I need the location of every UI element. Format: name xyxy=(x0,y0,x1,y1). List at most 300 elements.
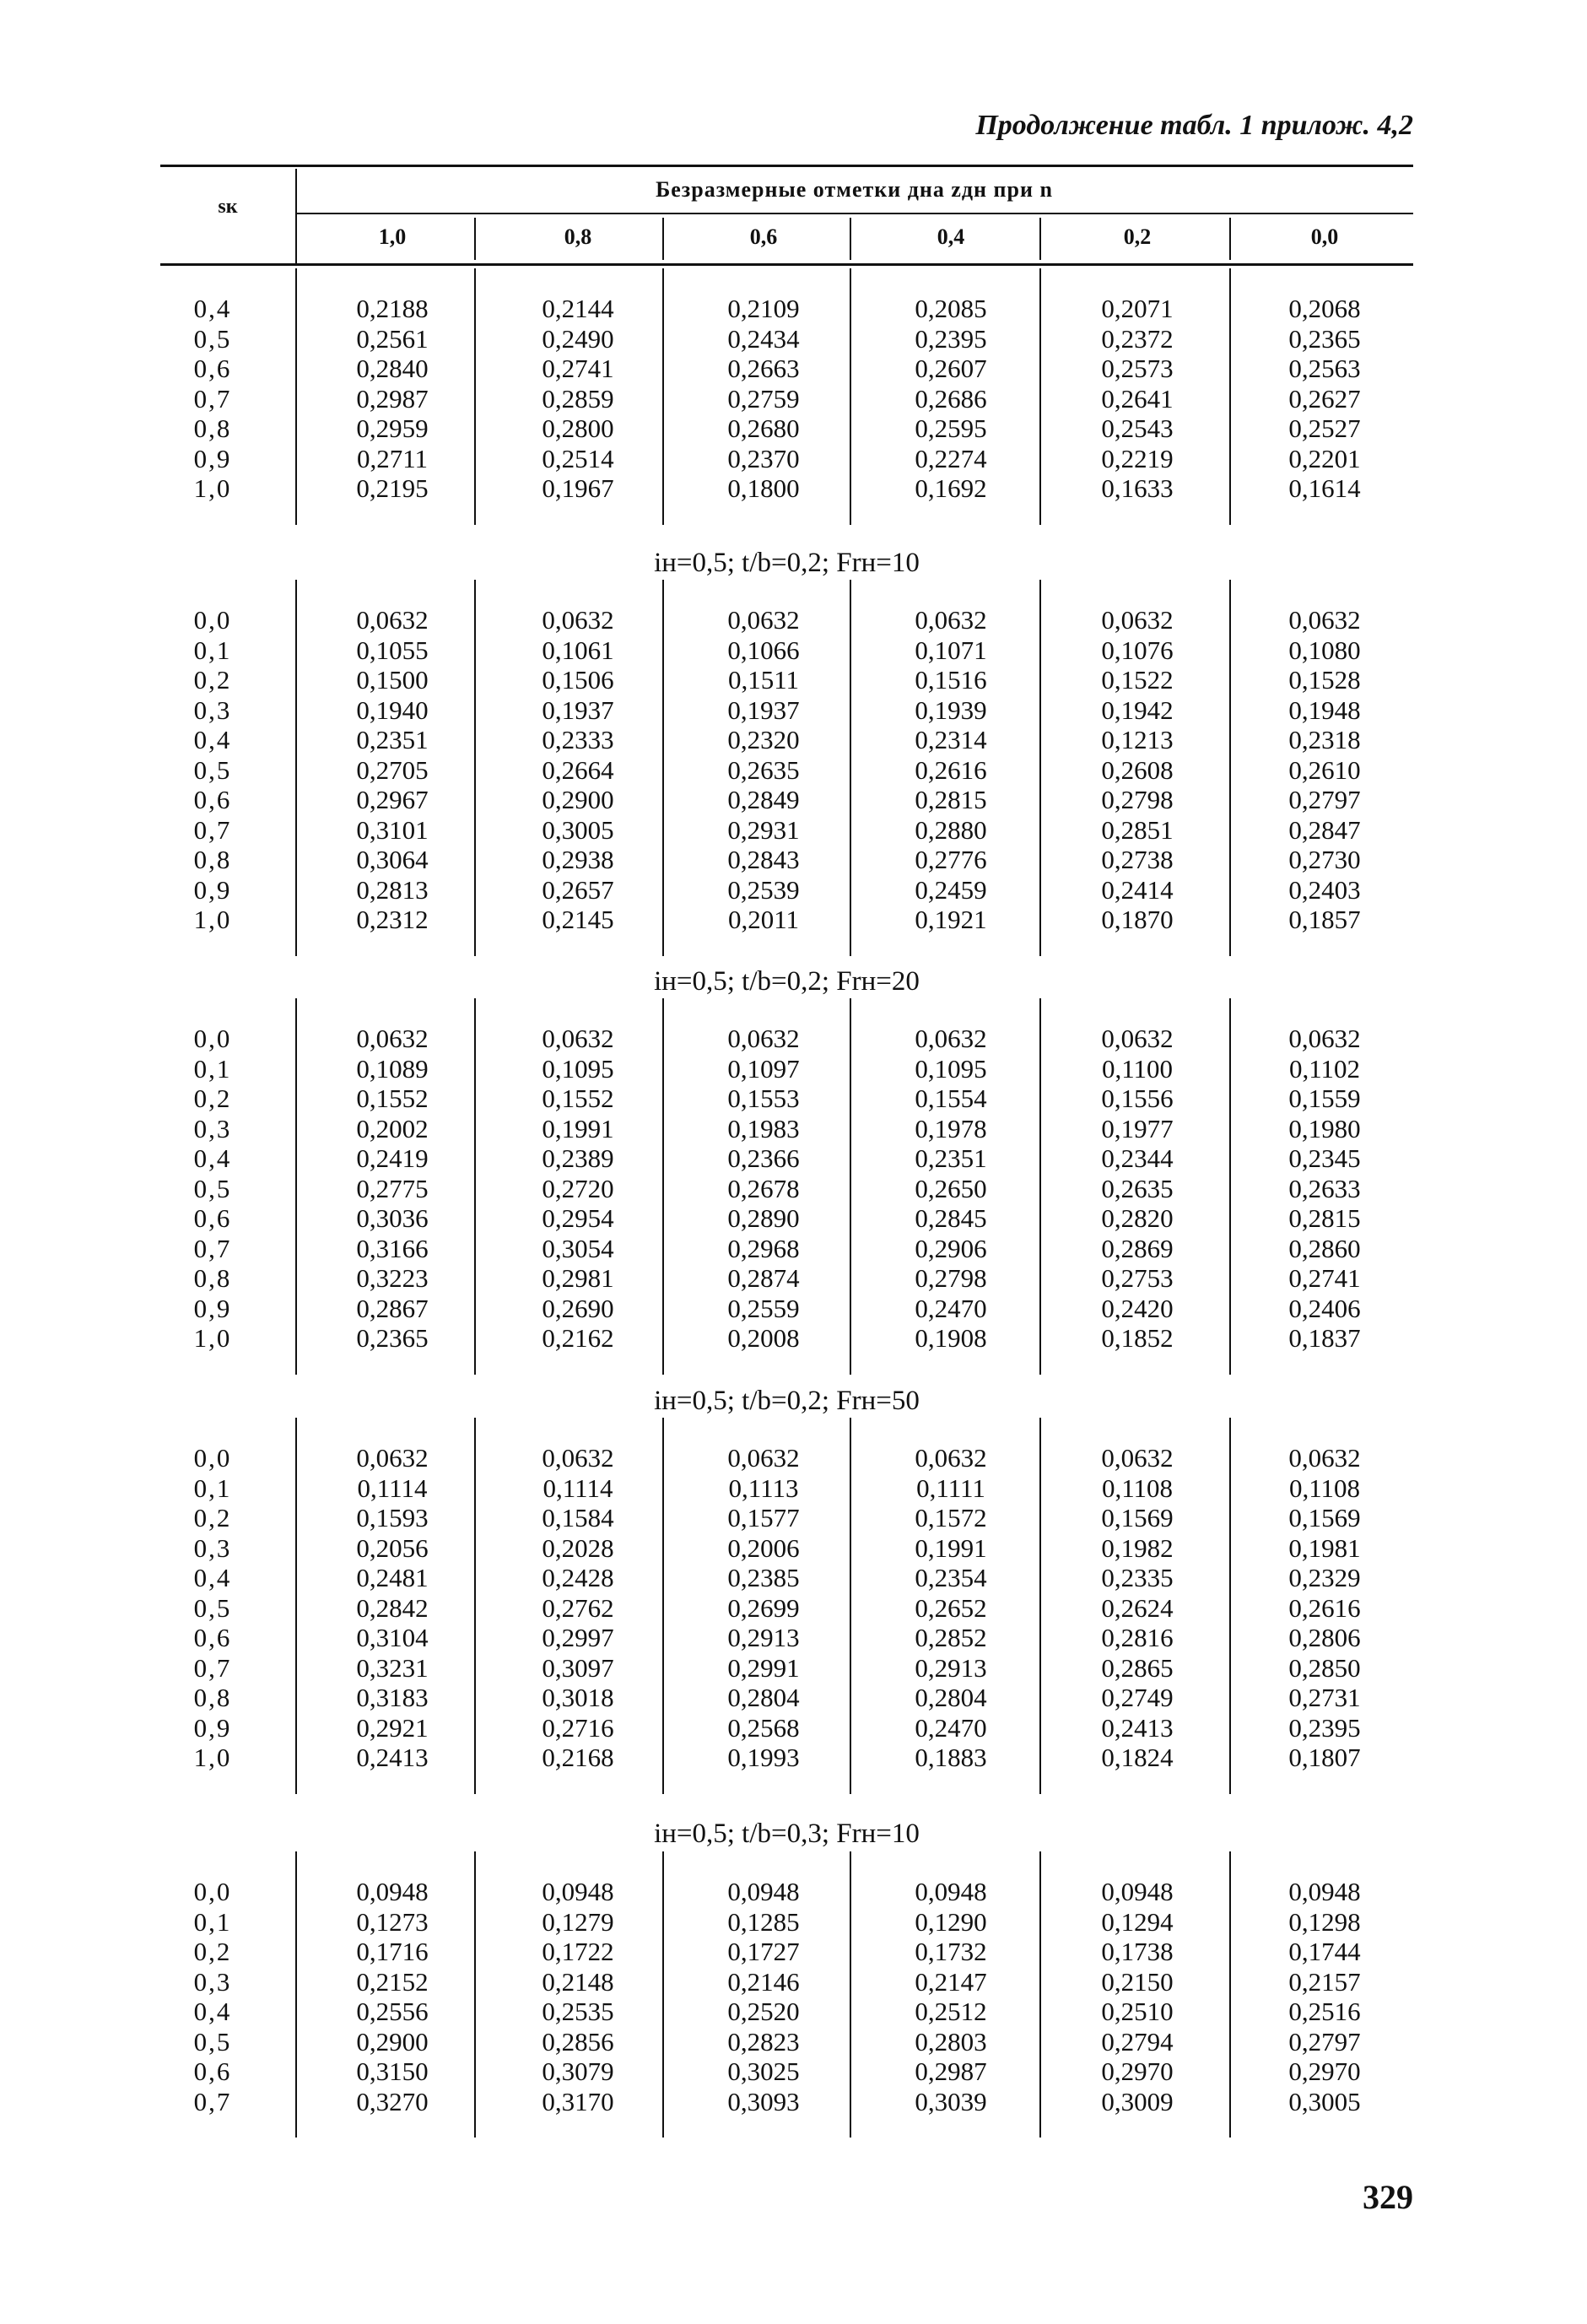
value-cell: 0,2008 xyxy=(727,1323,800,1353)
value-cell: 0,2816 xyxy=(1101,1623,1174,1652)
value-cell: 0,1500 xyxy=(356,665,429,694)
value-cell: 0,1213 xyxy=(1101,725,1174,754)
sk-cell: 0,5 xyxy=(193,754,232,785)
value-cell: 0,2968 xyxy=(727,1233,800,1263)
value-cell: 0,2813 xyxy=(356,874,429,905)
value-cell: 0,1937 xyxy=(542,694,614,725)
value-cell: 0,2938 xyxy=(542,845,614,874)
header-top-rule xyxy=(160,165,1413,167)
value-cell: 0,2663 xyxy=(727,354,800,383)
sk-cell: 0,0 xyxy=(193,605,232,635)
header-n-divider xyxy=(1039,218,1041,260)
value-cell: 0,2188 xyxy=(356,294,429,323)
value-cell: 0,1569 xyxy=(1288,1503,1361,1532)
value-column xyxy=(308,294,477,504)
value-cell: 0,2354 xyxy=(915,1563,987,1592)
table-block xyxy=(160,1443,1413,1773)
block-parameter-label: iн=0,5; t/b=0,2; Frн=20 xyxy=(654,966,920,997)
value-cell: 0,2959 xyxy=(356,413,429,443)
value-cell: 0,3183 xyxy=(356,1683,429,1712)
value-cell: 0,3005 xyxy=(1288,2086,1361,2116)
value-cell: 0,2664 xyxy=(542,754,614,785)
value-cell: 0,1983 xyxy=(727,1113,800,1143)
sk-cell: 0,5 xyxy=(193,1592,232,1623)
value-cell: 0,2849 xyxy=(727,785,800,814)
value-cell: 0,2535 xyxy=(542,1997,614,2026)
column-divider xyxy=(1229,1418,1231,1794)
sk-cell: 0,4 xyxy=(193,1143,232,1173)
value-cell: 0,3150 xyxy=(356,2056,429,2086)
value-cell: 0,0632 xyxy=(542,1443,614,1473)
value-cell: 0,3039 xyxy=(915,2086,987,2116)
value-cell: 0,2797 xyxy=(1288,785,1361,814)
value-cell: 0,2913 xyxy=(915,1652,987,1683)
value-cell: 0,2419 xyxy=(356,1143,429,1173)
value-cell: 0,2635 xyxy=(727,754,800,785)
value-cell: 0,2804 xyxy=(915,1683,987,1712)
value-cell: 0,1572 xyxy=(915,1503,987,1532)
value-cell: 0,2847 xyxy=(1288,814,1361,845)
value-cell: 0,2372 xyxy=(1101,323,1174,354)
sk-cell: 0,0 xyxy=(193,1877,232,1906)
value-cell: 0,2414 xyxy=(1101,874,1174,905)
value-cell: 0,1089 xyxy=(356,1053,429,1084)
value-cell: 0,2573 xyxy=(1101,354,1174,383)
value-cell: 0,0632 xyxy=(1288,1024,1361,1053)
column-divider xyxy=(662,1851,664,2138)
value-column xyxy=(866,605,1035,935)
value-cell: 0,2527 xyxy=(1288,413,1361,443)
value-column xyxy=(1240,294,1409,504)
value-cell: 0,2006 xyxy=(727,1532,800,1563)
value-cell: 0,2738 xyxy=(1101,845,1174,874)
value-cell: 0,1744 xyxy=(1288,1937,1361,1966)
value-cell: 0,2365 xyxy=(1288,323,1361,354)
value-cell: 0,2329 xyxy=(1288,1563,1361,1592)
value-cell: 0,2804 xyxy=(727,1683,800,1712)
header-mid-rule xyxy=(295,213,1413,214)
value-cell: 0,0632 xyxy=(915,1024,987,1053)
value-cell: 0,3231 xyxy=(356,1652,429,1683)
column-divider xyxy=(474,268,476,525)
header-n-divider xyxy=(662,218,664,260)
value-cell: 0,2543 xyxy=(1101,413,1174,443)
value-cell: 0,2820 xyxy=(1101,1203,1174,1233)
column-divider xyxy=(850,1851,851,2138)
column-divider xyxy=(474,1851,476,2138)
value-cell: 0,2470 xyxy=(915,1712,987,1743)
value-cell: 0,2148 xyxy=(542,1966,614,1997)
value-cell: 0,2510 xyxy=(1101,1997,1174,2026)
sk-cell: 0,2 xyxy=(193,1937,232,1966)
value-cell: 0,2145 xyxy=(542,905,614,934)
value-cell: 0,2157 xyxy=(1288,1966,1361,1997)
value-column xyxy=(494,1024,662,1354)
value-cell: 0,2869 xyxy=(1101,1233,1174,1263)
page-number: 329 xyxy=(1363,2178,1413,2216)
column-divider xyxy=(850,998,851,1375)
sk-column xyxy=(179,1024,246,1354)
value-cell: 0,1095 xyxy=(915,1053,987,1084)
value-column xyxy=(494,294,662,504)
column-divider xyxy=(662,268,664,525)
value-column xyxy=(866,294,1035,504)
sk-column xyxy=(179,1877,246,2116)
value-cell: 0,0948 xyxy=(915,1877,987,1906)
sk-cell: 0,4 xyxy=(193,294,232,323)
value-column xyxy=(679,605,848,935)
sk-cell: 0,6 xyxy=(193,785,232,814)
value-cell: 0,2520 xyxy=(727,1997,800,2026)
value-cell: 0,2459 xyxy=(915,874,987,905)
value-cell: 0,0632 xyxy=(542,605,614,635)
sk-cell: 0,0 xyxy=(193,1024,232,1053)
sk-cell: 1,0 xyxy=(193,905,232,934)
sk-cell: 0,6 xyxy=(193,1623,232,1652)
value-cell: 0,2851 xyxy=(1101,814,1174,845)
value-cell: 0,2056 xyxy=(356,1532,429,1563)
sk-cell: 0,6 xyxy=(193,1203,232,1233)
value-cell: 0,1279 xyxy=(542,1906,614,1937)
sk-cell: 0,9 xyxy=(193,1293,232,1323)
value-cell: 0,2616 xyxy=(915,754,987,785)
value-cell: 0,3005 xyxy=(542,814,614,845)
sk-cell: 0,2 xyxy=(193,1084,232,1113)
header-n-4: 0,2 xyxy=(1123,224,1152,249)
sk-cell: 0,9 xyxy=(193,874,232,905)
sk-cell: 0,9 xyxy=(193,1712,232,1743)
value-column xyxy=(1240,1443,1409,1773)
sk-cell: 0,8 xyxy=(193,845,232,874)
value-cell: 0,2333 xyxy=(542,725,614,754)
value-cell: 0,3101 xyxy=(356,814,429,845)
value-cell: 0,2556 xyxy=(356,1997,429,2026)
value-cell: 0,1991 xyxy=(542,1113,614,1143)
value-cell: 0,2512 xyxy=(915,1997,987,2026)
value-cell: 0,0632 xyxy=(727,605,800,635)
column-divider xyxy=(295,268,297,525)
value-cell: 0,2563 xyxy=(1288,354,1361,383)
value-cell: 0,2366 xyxy=(727,1143,800,1173)
value-cell: 0,1080 xyxy=(1288,635,1361,665)
value-cell: 0,1516 xyxy=(915,665,987,694)
header-main-label: Безразмерные отметки дна zдн при n xyxy=(656,177,1053,202)
value-cell: 0,2195 xyxy=(356,473,429,503)
value-cell: 0,1100 xyxy=(1101,1053,1174,1084)
value-cell: 0,2146 xyxy=(727,1966,800,1997)
column-divider xyxy=(295,580,297,956)
value-cell: 0,0632 xyxy=(542,1024,614,1053)
value-cell: 0,2470 xyxy=(915,1293,987,1323)
value-cell: 0,3223 xyxy=(356,1263,429,1293)
sk-cell: 0,1 xyxy=(193,635,232,665)
block-parameter-label: iн=0,5; t/b=0,3; Frн=10 xyxy=(654,1819,920,1849)
value-cell: 0,1692 xyxy=(915,473,987,503)
value-cell: 0,2561 xyxy=(356,323,429,354)
value-cell: 0,1852 xyxy=(1101,1323,1174,1353)
sk-cell: 0,1 xyxy=(193,1473,232,1503)
sk-cell: 0,7 xyxy=(193,1652,232,1683)
value-cell: 0,1273 xyxy=(356,1906,429,1937)
sk-column xyxy=(179,1443,246,1773)
value-cell: 0,1883 xyxy=(915,1743,987,1772)
value-cell: 0,1937 xyxy=(727,694,800,725)
block-parameter-label: iн=0,5; t/b=0,2; Frн=10 xyxy=(654,548,920,578)
table-block xyxy=(160,1877,1413,2116)
value-cell: 0,2794 xyxy=(1101,2026,1174,2056)
value-cell: 0,2967 xyxy=(356,785,429,814)
value-cell: 0,2652 xyxy=(915,1592,987,1623)
value-cell: 0,2635 xyxy=(1101,1173,1174,1203)
sk-cell: 0,7 xyxy=(193,383,232,413)
value-cell: 0,1113 xyxy=(728,1473,799,1503)
sk-cell: 0,7 xyxy=(193,1233,232,1263)
value-cell: 0,0948 xyxy=(727,1877,800,1906)
value-cell: 0,2624 xyxy=(1101,1592,1174,1623)
value-cell: 0,2815 xyxy=(915,785,987,814)
value-cell: 0,1870 xyxy=(1101,905,1174,934)
value-cell: 0,0948 xyxy=(1288,1877,1361,1906)
value-cell: 0,1981 xyxy=(1288,1532,1361,1563)
value-cell: 0,0632 xyxy=(356,605,429,635)
value-cell: 0,1559 xyxy=(1288,1084,1361,1113)
value-cell: 0,0632 xyxy=(1101,605,1174,635)
value-cell: 0,2970 xyxy=(1288,2056,1361,2086)
value-cell: 0,2490 xyxy=(542,323,614,354)
value-cell: 0,2616 xyxy=(1288,1592,1361,1623)
sk-cell: 0,5 xyxy=(193,2026,232,2056)
value-cell: 0,1553 xyxy=(727,1084,800,1113)
column-divider xyxy=(850,268,851,525)
value-cell: 0,2335 xyxy=(1101,1563,1174,1592)
sk-cell: 1,0 xyxy=(193,473,232,503)
value-cell: 0,1066 xyxy=(727,635,800,665)
value-cell: 0,3270 xyxy=(356,2086,429,2116)
value-cell: 0,2699 xyxy=(727,1592,800,1623)
value-cell: 0,1977 xyxy=(1101,1113,1174,1143)
value-column xyxy=(1053,1024,1222,1354)
value-cell: 0,0948 xyxy=(542,1877,614,1906)
value-cell: 0,1967 xyxy=(542,473,614,503)
value-cell: 0,2823 xyxy=(727,2026,800,2056)
value-cell: 0,2539 xyxy=(727,874,800,905)
value-column xyxy=(866,1024,1035,1354)
value-cell: 0,2806 xyxy=(1288,1623,1361,1652)
value-cell: 0,0632 xyxy=(1101,1024,1174,1053)
value-cell: 0,1528 xyxy=(1288,665,1361,694)
value-column xyxy=(1053,1877,1222,2116)
column-divider xyxy=(295,1418,297,1794)
value-cell: 0,2650 xyxy=(915,1173,987,1203)
value-cell: 0,3170 xyxy=(542,2086,614,2116)
value-cell: 0,2144 xyxy=(542,294,614,323)
value-column xyxy=(494,1877,662,2116)
value-cell: 0,2413 xyxy=(1101,1712,1174,1743)
value-cell: 0,1908 xyxy=(915,1323,987,1353)
sk-cell: 0,6 xyxy=(193,354,232,383)
value-cell: 0,2880 xyxy=(915,814,987,845)
value-cell: 0,2860 xyxy=(1288,1233,1361,1263)
value-cell: 0,1807 xyxy=(1288,1743,1361,1772)
value-cell: 0,2720 xyxy=(542,1173,614,1203)
value-cell: 0,2690 xyxy=(542,1293,614,1323)
column-divider xyxy=(1039,580,1041,956)
value-cell: 0,2406 xyxy=(1288,1293,1361,1323)
sk-cell: 0,8 xyxy=(193,1683,232,1712)
value-column xyxy=(494,1443,662,1773)
value-cell: 0,2686 xyxy=(915,383,987,413)
value-cell: 0,1114 xyxy=(542,1473,613,1503)
value-cell: 0,1061 xyxy=(542,635,614,665)
value-cell: 0,2705 xyxy=(356,754,429,785)
block-parameter-label: iн=0,5; t/b=0,2; Frн=50 xyxy=(654,1386,920,1416)
column-divider xyxy=(1039,1851,1041,2138)
value-cell: 0,3097 xyxy=(542,1652,614,1683)
value-cell: 0,1942 xyxy=(1101,694,1174,725)
value-cell: 0,2798 xyxy=(915,1263,987,1293)
value-cell: 0,2641 xyxy=(1101,383,1174,413)
value-cell: 0,2320 xyxy=(727,725,800,754)
value-cell: 0,2843 xyxy=(727,845,800,874)
value-cell: 0,2913 xyxy=(727,1623,800,1652)
value-cell: 0,2874 xyxy=(727,1263,800,1293)
value-cell: 0,1285 xyxy=(727,1906,800,1937)
table-block xyxy=(160,1024,1413,1354)
sk-cell: 0,3 xyxy=(193,1113,232,1143)
value-column xyxy=(308,1443,477,1773)
value-cell: 0,2981 xyxy=(542,1263,614,1293)
value-cell: 0,2389 xyxy=(542,1143,614,1173)
sk-cell: 0,7 xyxy=(193,2086,232,2116)
value-cell: 0,1633 xyxy=(1101,473,1174,503)
value-cell: 0,3079 xyxy=(542,2056,614,2086)
value-column xyxy=(308,605,477,935)
column-divider xyxy=(1229,998,1231,1375)
value-cell: 0,0948 xyxy=(1101,1877,1174,1906)
column-divider xyxy=(474,998,476,1375)
sk-cell: 0,5 xyxy=(193,1173,232,1203)
value-cell: 0,1298 xyxy=(1288,1906,1361,1937)
sk-cell: 0,1 xyxy=(193,1053,232,1084)
value-column xyxy=(1053,605,1222,935)
value-cell: 0,1071 xyxy=(915,635,987,665)
value-cell: 0,0632 xyxy=(356,1024,429,1053)
value-cell: 0,2987 xyxy=(915,2056,987,2086)
value-cell: 0,3009 xyxy=(1101,2086,1174,2116)
value-cell: 0,2890 xyxy=(727,1203,800,1233)
value-cell: 0,2351 xyxy=(915,1143,987,1173)
sk-column xyxy=(179,605,246,935)
value-cell: 0,1102 xyxy=(1288,1053,1361,1084)
value-cell: 0,0632 xyxy=(1288,1443,1361,1473)
header-sk-label: sк xyxy=(218,196,238,218)
value-cell: 0,1114 xyxy=(357,1473,428,1503)
value-cell: 0,1554 xyxy=(915,1084,987,1113)
value-cell: 0,1727 xyxy=(727,1937,800,1966)
column-divider xyxy=(474,580,476,956)
value-cell: 0,2906 xyxy=(915,1233,987,1263)
column-divider xyxy=(474,1418,476,1794)
value-cell: 0,2900 xyxy=(542,785,614,814)
header-n-divider xyxy=(850,218,851,260)
value-cell: 0,2840 xyxy=(356,354,429,383)
value-cell: 0,1824 xyxy=(1101,1743,1174,1772)
value-cell: 0,2931 xyxy=(727,814,800,845)
value-cell: 0,0632 xyxy=(356,1443,429,1473)
table-caption: Продолжение табл. 1 прилож. 4,2 xyxy=(975,110,1413,141)
value-cell: 0,2759 xyxy=(727,383,800,413)
value-cell: 0,1980 xyxy=(1288,1113,1361,1143)
value-cell: 0,2028 xyxy=(542,1532,614,1563)
value-cell: 0,2741 xyxy=(1288,1263,1361,1293)
value-cell: 0,2856 xyxy=(542,2026,614,2056)
value-cell: 0,2627 xyxy=(1288,383,1361,413)
value-cell: 0,2395 xyxy=(1288,1712,1361,1743)
column-divider xyxy=(1039,268,1041,525)
value-cell: 0,2900 xyxy=(356,2026,429,2056)
sk-cell: 1,0 xyxy=(193,1743,232,1772)
sk-cell: 1,0 xyxy=(193,1323,232,1353)
value-cell: 0,2730 xyxy=(1288,845,1361,874)
value-cell: 0,0632 xyxy=(727,1024,800,1053)
column-divider xyxy=(295,998,297,1375)
sk-cell: 0,4 xyxy=(193,1997,232,2026)
value-cell: 0,1511 xyxy=(727,665,800,694)
value-cell: 0,2150 xyxy=(1101,1966,1174,1997)
value-cell: 0,2516 xyxy=(1288,1997,1361,2026)
value-cell: 0,2711 xyxy=(356,443,429,473)
value-cell: 0,2607 xyxy=(915,354,987,383)
value-cell: 0,2657 xyxy=(542,874,614,905)
sk-cell: 0,4 xyxy=(193,725,232,754)
value-cell: 0,2741 xyxy=(542,354,614,383)
header-n-5: 0,0 xyxy=(1310,224,1339,249)
value-column xyxy=(679,294,848,504)
value-cell: 0,2633 xyxy=(1288,1173,1361,1203)
value-column xyxy=(866,1443,1035,1773)
value-cell: 0,2274 xyxy=(915,443,987,473)
header-n-divider xyxy=(1229,218,1231,260)
value-cell: 0,2595 xyxy=(915,413,987,443)
value-cell: 0,1614 xyxy=(1288,473,1361,503)
value-cell: 0,2954 xyxy=(542,1203,614,1233)
value-cell: 0,2800 xyxy=(542,413,614,443)
value-cell: 0,2344 xyxy=(1101,1143,1174,1173)
value-cell: 0,2568 xyxy=(727,1712,800,1743)
value-column xyxy=(1053,1443,1222,1773)
value-cell: 0,1716 xyxy=(356,1937,429,1966)
value-cell: 0,1857 xyxy=(1288,905,1361,934)
value-cell: 0,2152 xyxy=(356,1966,429,1997)
column-divider xyxy=(850,580,851,956)
value-cell: 0,2201 xyxy=(1288,443,1361,473)
value-cell: 0,1837 xyxy=(1288,1323,1361,1353)
header-n-divider xyxy=(474,218,476,260)
value-cell: 0,1993 xyxy=(727,1743,800,1772)
sk-cell: 0,1 xyxy=(193,1906,232,1937)
value-cell: 0,2678 xyxy=(727,1173,800,1203)
value-cell: 0,1290 xyxy=(915,1906,987,1937)
value-cell: 0,1294 xyxy=(1101,1906,1174,1937)
value-cell: 0,2312 xyxy=(356,905,429,934)
column-divider xyxy=(1229,268,1231,525)
value-cell: 0,2351 xyxy=(356,725,429,754)
value-cell: 0,2762 xyxy=(542,1592,614,1623)
value-cell: 0,2345 xyxy=(1288,1143,1361,1173)
value-cell: 0,2753 xyxy=(1101,1263,1174,1293)
value-cell: 0,2850 xyxy=(1288,1652,1361,1683)
column-divider xyxy=(1229,1851,1231,2138)
